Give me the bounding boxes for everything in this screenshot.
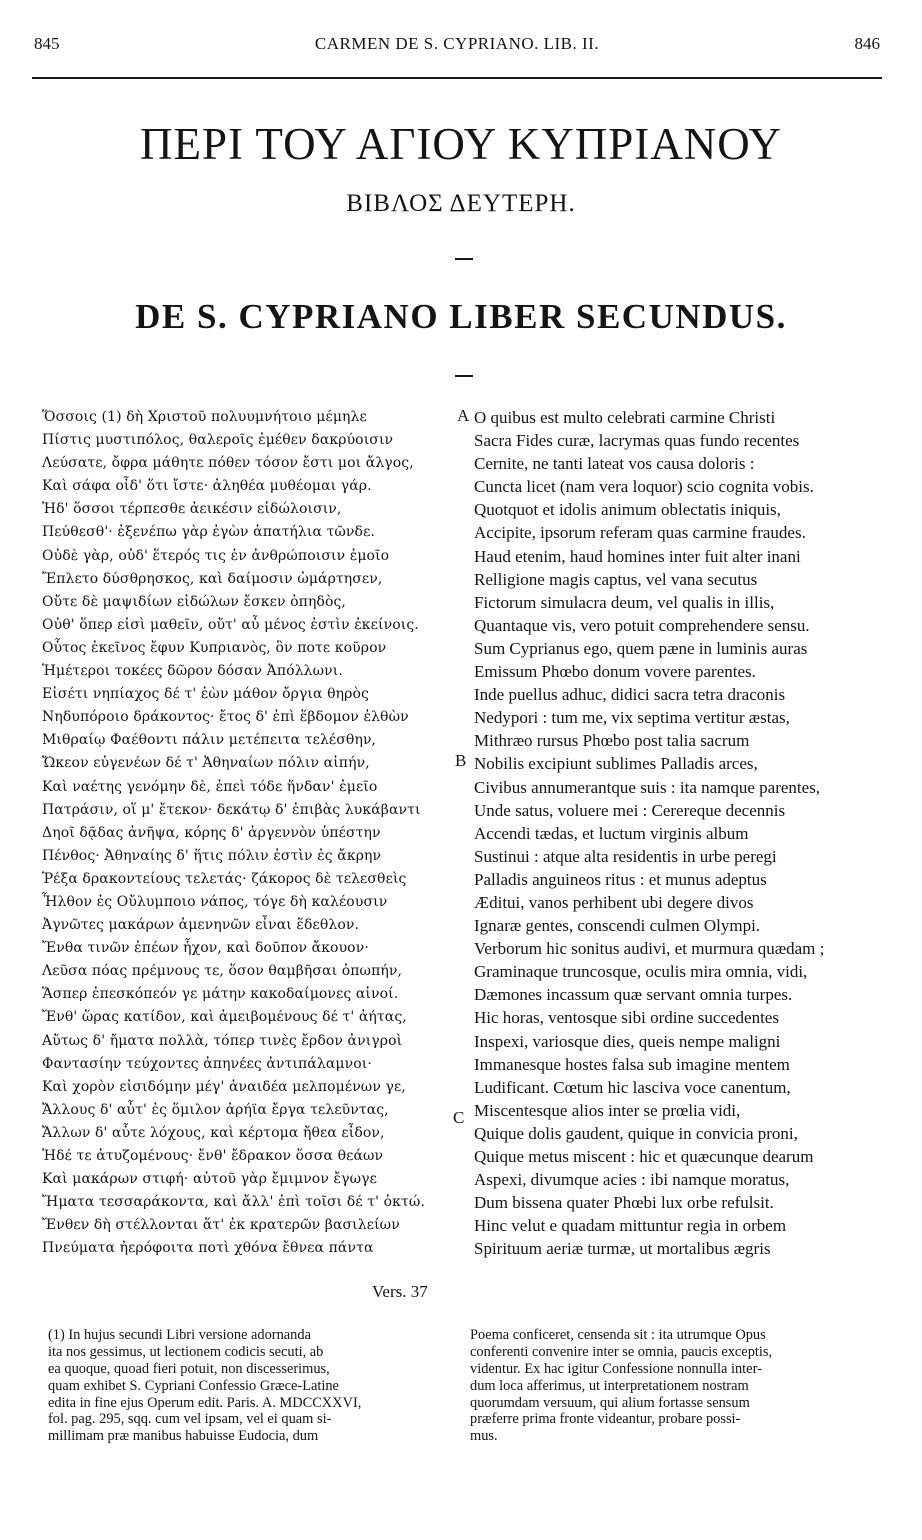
footnote-line: ita nos gessimus, ut lectionem codicis secuti, ab [48, 1343, 324, 1360]
greek-verse-line: Καὶ μακάρων στιφή· αὐτοῦ γὰρ ἔμιμνον ἔγωγε [42, 1171, 377, 1188]
greek-verse-line: Πνεύματα ἠερόφοιτα ποτὶ χθόνα ἔθνεα πάντα [42, 1240, 374, 1257]
greek-verse-line: Πεύθεσθ'· ἐξενέπω γὰρ ἐγὼν ἀπατήλια τῶνδε. [42, 524, 375, 541]
latin-verse-line: Ignaræ gentes, conscendi culmen Olympi. [474, 916, 761, 936]
footnote-line: præferre prima fronte videantur, probare possi- [470, 1411, 741, 1428]
greek-verse-line: Ἔνθα τινῶν ἐπέων ἦχον, καὶ δοῦπον ἄκουον· [42, 940, 369, 957]
latin-verse-line: Miscentesque alios inter se prœlia vidi, [474, 1100, 741, 1120]
latin-verse-line: Unde satus, voluere mei : Cerereque decennis [474, 800, 786, 820]
latin-verse-line: Quotquot et idolis animum oblectatis iniquis, [474, 500, 781, 520]
footnote-right-column [470, 1327, 882, 1445]
latin-verse-line: Fictorum simulacra deum, vel qualis in illis, [474, 592, 775, 612]
footnote-line: mus. [470, 1428, 498, 1445]
latin-title: DE S. CYPRIANO LIBER SECUNDUS. [135, 297, 787, 336]
footnote-left-column [48, 1327, 444, 1445]
margin-marker-c: C [453, 1108, 465, 1127]
latin-verse-line: Hinc velut e quadam mittuntur regia in orbem [474, 1216, 787, 1236]
greek-verse-line: Ἤματα τεσσαράκοντα, καὶ ἄλλ' ἐπὶ τοῖσι δέ τ' ὀκτώ. [42, 1194, 425, 1211]
greek-verse-line: Αὔτως δ' ἤματα πολλὰ, τόπερ τινὲς ἔρδον ἀνιγροὶ [42, 1032, 403, 1049]
latin-verse-line: Inspexi, variosque dies, queis nempe maligni [474, 1031, 781, 1051]
latin-verse-line: Hic horas, ventosque sibi ordine succedentes [474, 1008, 779, 1028]
greek-verse-line: Καὶ χορὸν εἰσιδόμην μέγ' ἀναιδέα μελπομένων γε, [42, 1078, 406, 1095]
title-separator [455, 375, 473, 377]
latin-verse-line: Cernite, ne tanti lateat vos causa doloris : [474, 454, 755, 474]
greek-verse-line: Οὐθ' ὅπερ εἰσὶ μαθεῖν, οὔτ' αὖ μένος ἐστὶν ἐκείνοις. [42, 616, 419, 633]
latin-verse-line: Sustinui : atque alta residentis in urbe peregi [474, 846, 777, 866]
greek-verse-line: Δηοῖ δᾷδας ἀνῆψα, κόρης δ' ἀργεννὸν ὑπέστην [42, 824, 381, 841]
latin-verse-line: Relligione magis captus, vel vana secutus [474, 569, 758, 589]
greek-verse-line: Οὐδὲ γὰρ, οὐδ' ἕτερός τις ἐν ἀνθρώποισιν ἐμοῖο [42, 547, 390, 564]
greek-verse-line: Ἔνθεν δὴ στέλλονται ἅτ' ἐκ κρατερῶν βασιλείων [42, 1217, 400, 1234]
latin-verse-line: Emissum Phœbo donum vovere parentes. [474, 662, 756, 682]
title-separator [455, 258, 473, 260]
greek-verse-line: Ἦλθον ἐς Οὔλυμποιο νάπος, τόγε δὴ καλέουσιν [42, 893, 388, 910]
latin-verse-line: Quantaque vis, vero potuit comprehendere sensu. [474, 615, 810, 635]
footnote-line: quam exhibet S. Cypriani Confessio Græce-Latine [48, 1377, 339, 1394]
latin-verse-line: Quique metus miscent : hic et quæcunque dearum [474, 1147, 814, 1166]
greek-verse-line: Ἄλλων δ' αὖτε λόχους, καὶ κέρτομα ἤθεα εἶδον, [42, 1124, 385, 1141]
latin-verse-line: Dum bissena quater Phœbi lux orbe refulsit. [474, 1193, 774, 1213]
greek-verse-line: Οὗτος ἐκεῖνος ἔφυν Κυπριανὸς, ὃν ποτε κοῦρον [42, 639, 387, 656]
latin-verse-line: Inde puellus adhuc, didici sacra tetra draconis [474, 685, 786, 705]
footnote-line: quorumdam versuum, qui alium fortasse sensum [470, 1394, 750, 1411]
latin-verse-line: Spirituum aeriæ turmæ, ut mortalibus ægris [474, 1239, 771, 1259]
greek-verse-line: Ἠδ' ὅσσοι τέρπεσθε ἀεικέσιν εἰδώλοισιν, [42, 501, 342, 518]
greek-verse-line: Λεῦσα πόας πρέμνους τε, ὅσον θαμβῆσαι ὀπωπήν, [42, 963, 403, 980]
greek-title: ΠΕΡΙ ΤΟΥ ΑΓΙΟΥ ΚΥΠΡΙΑΝΟΥ [139, 119, 783, 169]
latin-verse-line: Ludificant. Cœtum hic lasciva voce canentum, [474, 1077, 791, 1097]
latin-text-column [474, 406, 894, 1260]
latin-verse-line: Aspexi, divumque acies : ibi namque moratus, [474, 1170, 790, 1190]
greek-verse-line: Φαντασίην τεύχοντες ἀπηνέες ἀντιπάλαμνοι· [42, 1055, 372, 1072]
footnote-line: fol. pag. 295, sqq. cum vel ipsam, vel ei quam si- [48, 1411, 332, 1428]
footnote-line: (1) In hujus secundi Libri versione adornanda [48, 1327, 311, 1343]
latin-verse-line: Dæmones incassum quæ servant omnia turpes. [474, 985, 793, 1005]
greek-verse-line: Πένθος· Ἀθηναίης δ' ἥτις πόλιν ἐστὶν ἐς ἄκρην [42, 847, 382, 864]
greek-text-column [42, 406, 447, 1260]
greek-verse-line: Ἅσπερ ἐπεσκόπεόν γε μάτην κακοδαίμονες αἰνοί. [42, 986, 399, 1003]
footnote-line: edita in fine ejus Operum edit. Paris. A. MDCCXXVI, [48, 1394, 362, 1411]
page-number-left: 845 [34, 34, 60, 53]
greek-verse-line: Ῥέξα δρακοντείους τελετάς· ζάκορος δὲ τελεσθεὶς [42, 870, 407, 887]
latin-verse-line: Cuncta licet (nam vera loquor) scio cognita vobis. [474, 477, 814, 497]
latin-verse-line: Nobilis excipiunt sublimes Palladis arces, [474, 754, 758, 774]
greek-verse-line: Λεύσατε, ὄφρα μάθητε πόθεν τόσον ἔστι μοι ἄλγος, [42, 455, 414, 472]
header-rule [32, 77, 882, 79]
footnote-line: Poema conficeret, censenda sit : ita utrumque Opus [470, 1327, 766, 1343]
latin-verse-line: Haud etenim, haud homines inter fuit alter inani [474, 546, 801, 566]
latin-verse-line: Verborum hic sonitus audivi, et murmura quædam ; [474, 939, 825, 959]
latin-verse-line: Mithræo rursus Phœbo post talia sacrum [474, 731, 750, 751]
greek-verse-line: Καὶ σάφα οἶδ' ὅτι ἴστε· ἀληθέα μυθέομαι γάρ. [42, 478, 372, 495]
footnote-line: ea quoque, quoad fieri potuit, non discesserimus, [48, 1360, 330, 1377]
greek-verse-line: Ἔνθ' ὥρας κατίδον, καὶ ἀμειβομένους δέ τ' ἀήτας, [42, 1009, 407, 1026]
greek-verse-line: Ὅσσοις (1) δὴ Χριστοῦ πολυυμνήτοιο μέμηλε [42, 409, 367, 425]
greek-verse-line: Οὔτε δὲ μαψιδίων εἰδώλων ἔσκεν ὀπηδὸς, [42, 593, 346, 610]
latin-verse-line: Accipite, ipsorum referam quas carmine fraudes. [474, 523, 806, 543]
footnote-line: dum loca afferimus, ut interpretationem nostram [470, 1377, 749, 1394]
greek-verse-line: Ἔπλετο δύσθρησκος, καὶ δαίμοσιν ὡμάρτησεν, [42, 570, 383, 587]
margin-marker-a: A [457, 406, 470, 425]
footnote-line: conferenti convenire inter se omnia, paucis exceptis, [470, 1343, 773, 1360]
margin-marker-b: B [455, 751, 467, 770]
running-title: CARMEN DE S. CYPRIANO. LIB. II. [314, 34, 600, 53]
page-header [34, 34, 880, 58]
footnote-line: millimam præ manibus habuisse Eudocia, dum [48, 1428, 319, 1445]
page-number-right: 846 [854, 34, 880, 53]
verse-count: Vers. 37 [372, 1282, 428, 1301]
greek-verse-line: Νηδυπόροιο δράκοντος· ἔτος δ' ἐπὶ ἕβδομον ἐλθὼν [42, 709, 409, 726]
greek-verse-line: Πίστις μυστιπόλος, θαλεροῖς ἐμέθεν δακρύοισιν [42, 432, 394, 449]
latin-verse-line: O quibus est multo celebrati carmine Christi [474, 408, 776, 427]
latin-verse-line: Sum Cyprianus ego, quem pæne in luminis auras [474, 638, 808, 658]
greek-verse-line: Ἡμέτεροι τοκέες δῶρον δόσαν Ἀπόλλωνι. [42, 663, 343, 680]
greek-verse-line: Μιθραίῳ Φαέθοντι πάλιν μετέπειτα τελέσθην, [42, 732, 377, 749]
greek-verse-line: Ἄλλους δ' αὖτ' ἐς ὅμιλον ἀρήϊα ἔργα τελεῦντας, [42, 1101, 389, 1118]
greek-verse-line: Ὤκεον εὐγενέων δέ τ' Ἀθηναίων πόλιν αἰπήν, [42, 755, 370, 772]
latin-verse-line: Sacra Fides curæ, lacrymas quas fundo recentes [474, 431, 800, 451]
latin-verse-line: Æditui, vanos perhibent ubi degere divos [474, 892, 754, 912]
latin-verse-line: Immanesque hostes falsa sub imagine mentem [474, 1054, 790, 1074]
greek-verse-line: Ἀγνῶτες μακάρων ἀμενηνῶν εἶναι ἕδεθλον. [42, 917, 360, 934]
latin-verse-line: Palladis anguineos ritus : et munus adeptus [474, 869, 767, 889]
latin-verse-line: Quique dolis gaudent, quique in convicia proni, [474, 1123, 798, 1143]
footnote-line: videntur. Ex hac igitur Confessione nonnulla inter- [470, 1360, 762, 1377]
greek-verse-line: Εἰσέτι νηπίαχος δέ τ' ἐὼν μάθον ὄργια θηρὸς [42, 686, 369, 703]
greek-subtitle: ΒΙΒΛΟΣ ΔΕΥΤΕΡΗ. [346, 190, 576, 217]
greek-verse-line: Καὶ ναέτης γενόμην δὲ, ἐπεὶ τόδε ἥνδαν' ἐμεῖο [42, 778, 378, 795]
greek-verse-line: Πατράσιν, οἵ μ' ἔτεκον· δεκάτῳ δ' ἐπιβὰς λυκάβαντι [42, 801, 421, 818]
greek-verse-line: Ἠδέ τε ἀτυζομένους· ἔνθ' ἔδρακον ὅσσα θεάων [42, 1148, 384, 1164]
latin-verse-line: Civibus annumerantque suis : ita namque parentes, [474, 777, 821, 797]
latin-verse-line: Nedypori : tum me, vix septima vertitur æstas, [474, 708, 790, 728]
latin-verse-line: Accendi tædas, et luctum virginis album [474, 823, 749, 843]
latin-verse-line: Graminaque truncosque, oculis mira omnia, vidi, [474, 962, 808, 982]
